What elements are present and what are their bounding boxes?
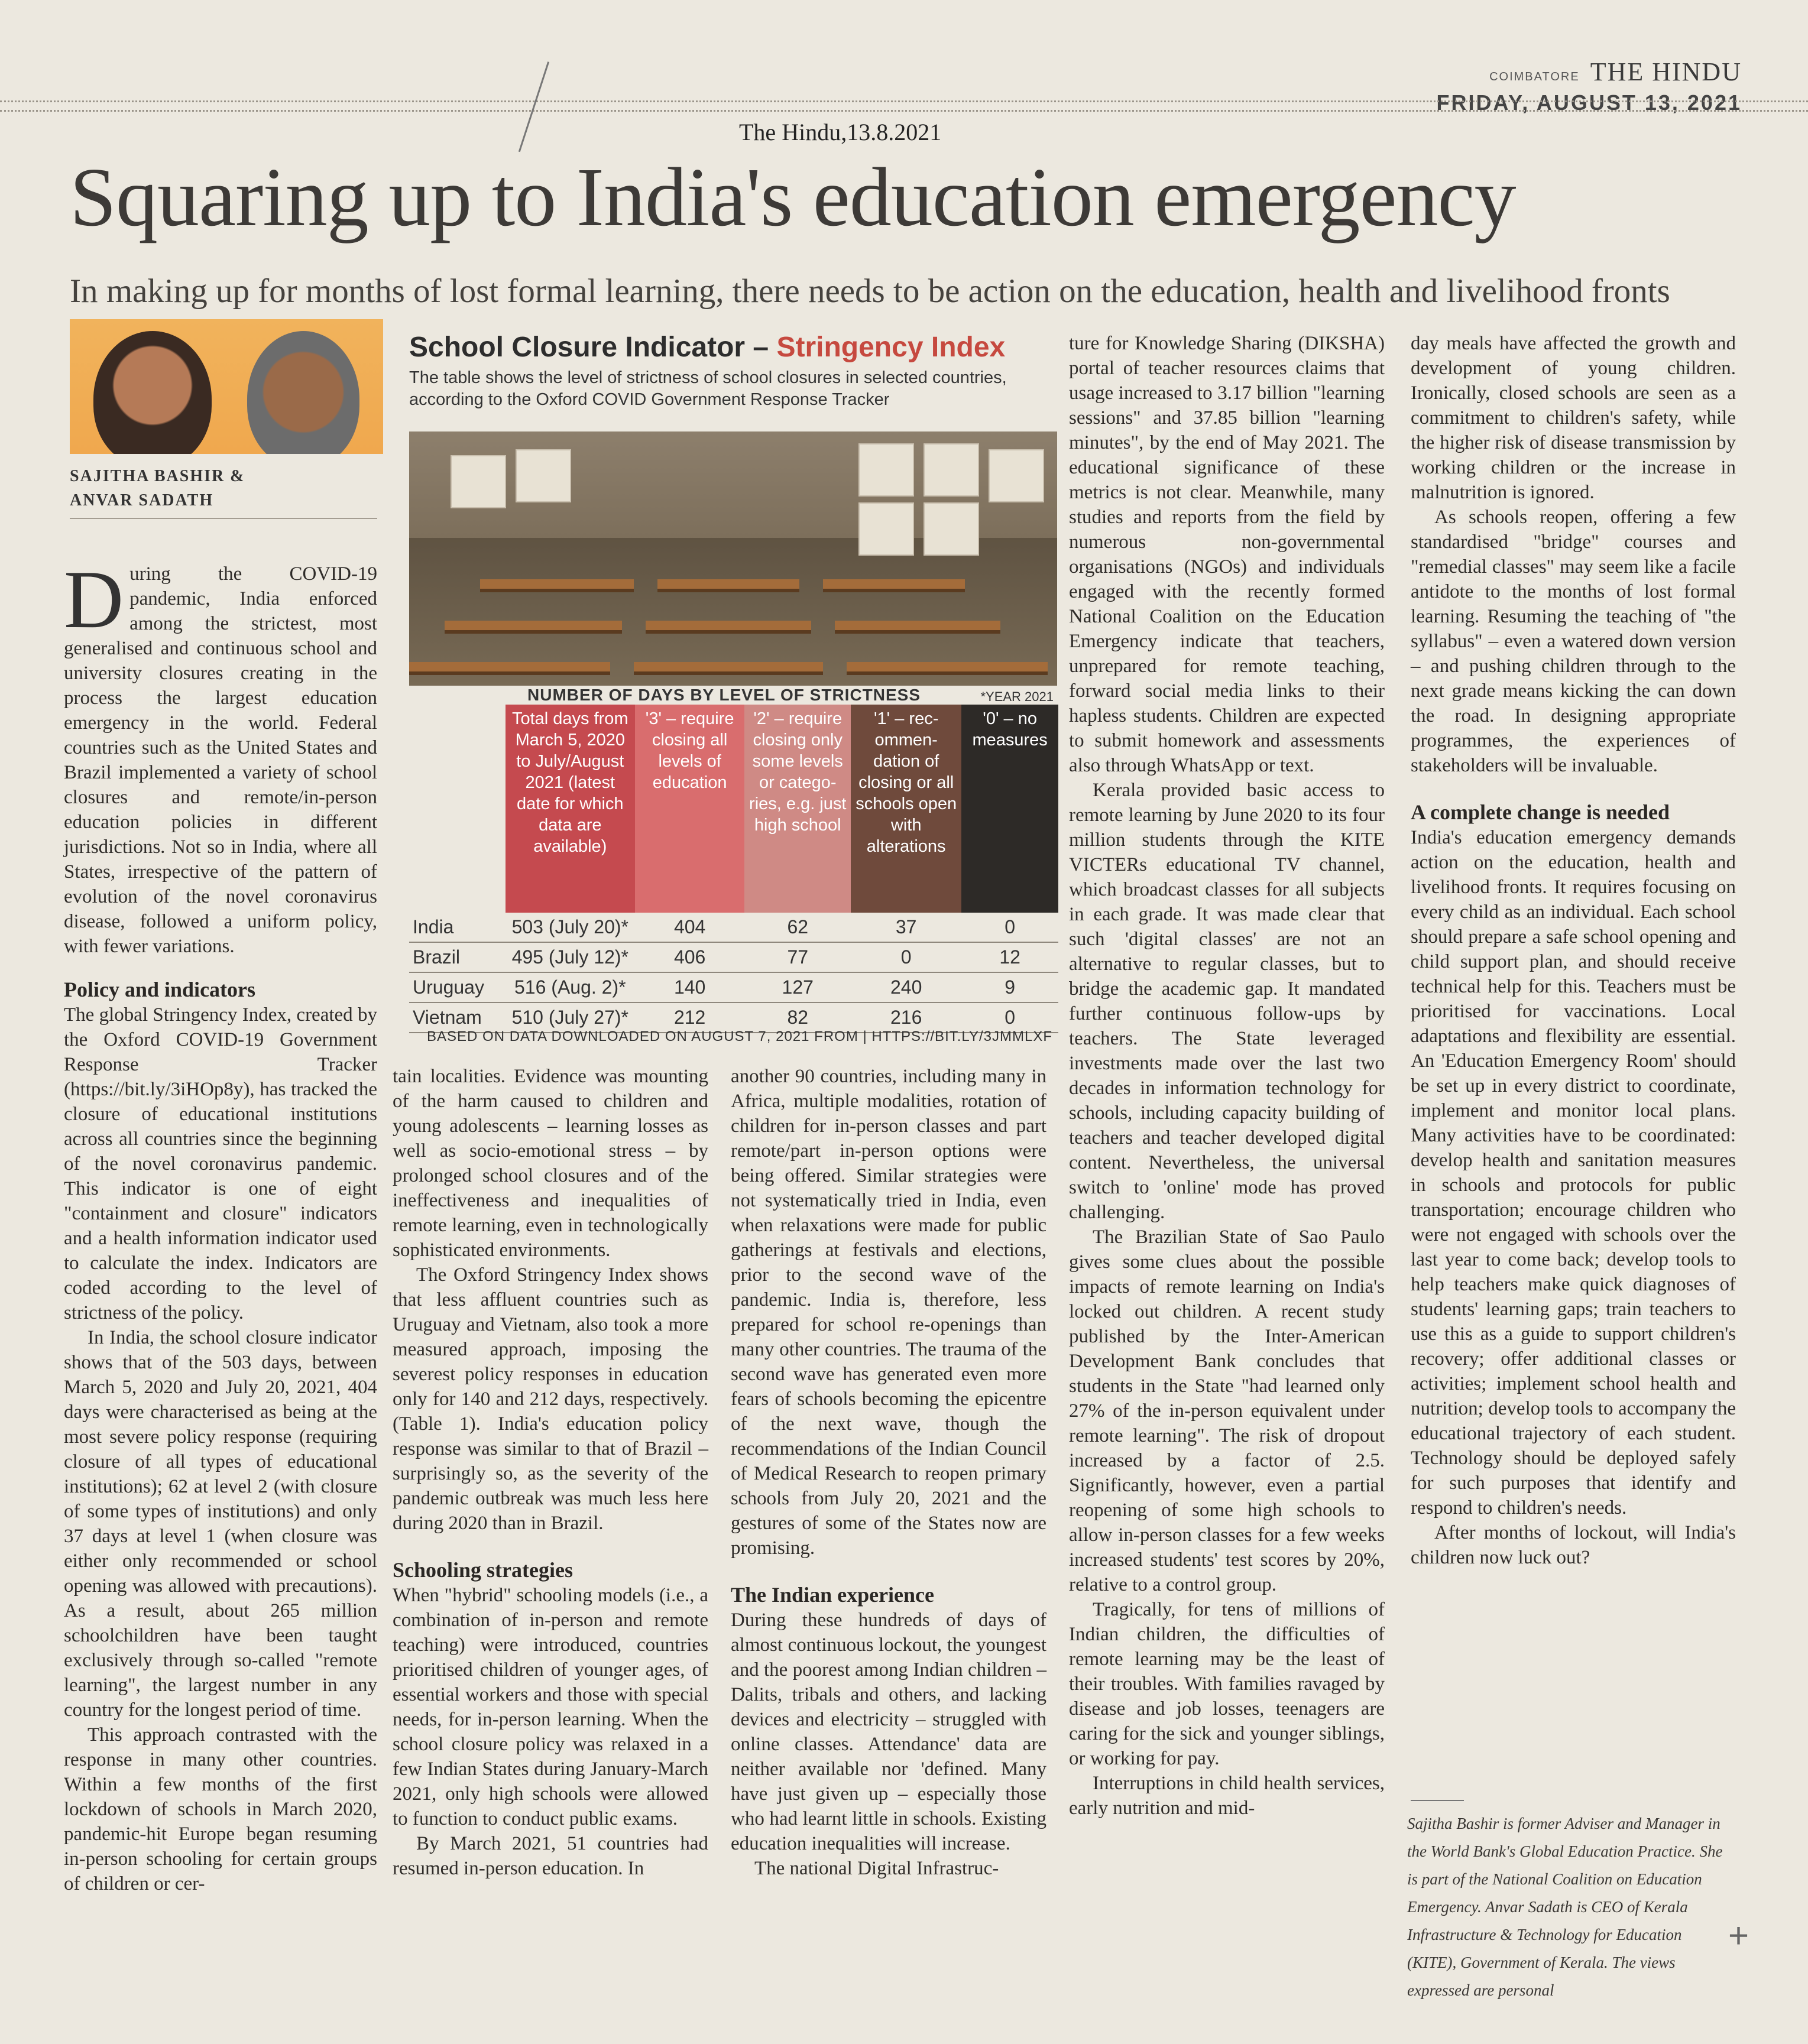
top-divider-2	[0, 110, 1808, 112]
stringency-infobox	[409, 331, 1058, 411]
paragraph-text: uring the COVID-19 pandemic, India enforced among the strictest, most generalised and continuous school and university closures creating in the process the largest education emergency in the world. Federal countries such as the United States and Brazil implemented a variety of school closures and remote/in-person education policies in different jurisdictions. Not so in India, where all States, irrespective of the pattern of evolution of the novel coronavirus disease, followed a uniform policy, with fewer variations.	[64, 563, 377, 957]
table-header-country	[409, 705, 506, 913]
paragraph: another 90 countries, including many in Africa, multiple modalities, rotation of children for in-person classes and part remote/part in-person options were being offered. Similar strategies were not systematically tried in India, even when relaxations were made for public gatherings at festivals and elections, prior to the second wave of the pandemic. India is, therefore, less prepared for school re-openings than many other countries. The trauma of the second wave has generated even more fears of schools becoming the epicentre of the next wave, though the recommendations of the Indian Council of Medical Research to reopen primary schools from July 20, 2021 and the gestures of some of the States now are promising.	[731, 1066, 1046, 1559]
table-cell-country: Uruguay	[409, 972, 506, 1002]
paragraph: Kerala provided basic access to remote learning by June 2020 to its four million students through the KITE VICTERs educational TV channel, which broadcast classes for all subjects in each grade. It was made clear that such 'digital classes' are not an alternative to regular classes, but to bridge the academic gap. It mandated further continuous follow-ups by teachers. The State leveraged investments made over the last two decades in information technology for schools, including capacity building of teachers and teacher developed digital content. Nevertheless, the universal switch to 'online' mode has proved challenging.	[1069, 780, 1385, 1223]
table-cell-level-1: 240	[851, 972, 961, 1002]
table-cell-total: 503 (July 20)*	[506, 913, 635, 942]
paragraph	[64, 554, 377, 959]
table-header-bar	[409, 686, 1058, 705]
table-cell-total: 495 (July 12)*	[506, 942, 635, 972]
table-header-row	[409, 705, 1058, 913]
byline-line-1: SAJITHA BASHIR &	[70, 467, 245, 485]
section-heading-complete-change: A complete change is needed	[1411, 800, 1670, 824]
table-header-level-3: '3' – require closing all levels of education	[635, 705, 745, 913]
desk	[480, 579, 634, 592]
paragraph: The Brazilian State of Sao Paulo gives some clues about the possible impacts of remote learning on India's locked out children. A recent study published by the Inter-American Development Bank concludes that students in the State "had learned only 27% of the in-person equivalent under remote learning". The risk of dropout increased by a factor of 2.5. Significantly, however, even a partial reopening of some high schools to allow in-person classes for a few weeks increased students' test scores by 20%, relative to a control group.	[1069, 1227, 1385, 1595]
desk	[847, 662, 1048, 675]
table-cell-level-0: 0	[961, 1002, 1058, 1033]
plus-mark: +	[1728, 1916, 1749, 1955]
wall-chart	[989, 449, 1044, 502]
table-cell-level-0: 12	[961, 942, 1058, 972]
desk	[835, 621, 1000, 634]
desk	[445, 621, 622, 634]
table-row	[409, 913, 1058, 942]
paragraph: The Oxford Stringency Index shows that less affluent countries such as Uruguay and Vietnam, also took a more measured approach, imposing the severest policy responses in education only for 140 and 212 days, respectively. (Table 1). India's education policy response was similar to that of Brazil – surprisingly so, as the severity of the pandemic outbreak was much less here during 2020 than in Brazil.	[393, 1264, 708, 1534]
masthead	[1436, 57, 1742, 115]
infobox-description: The table shows the level of strictness of school closures in selected countries, according to the Oxford COVID Government Response Tracker	[409, 368, 1007, 409]
drop-cap: D	[64, 554, 124, 645]
paragraph: ture for Knowledge Sharing (DIKSHA) portal of teacher resources claims that usage increased to 3.17 billion "learning sessions" and 37.85 billion "learning minutes", by the end of May 2021. The educational significance of these metrics is not clear. Meanwhile, many studies and reports from the field by numerous non-governmental organisations (NGOs) and individuals engaged with the recently formed National Coalition on the Education Emergency indicate that teachers, unprepared for remote teaching, forward social media links to their hapless students. Children are expected to submit homework and assessments also through WhatsApp or text.	[1069, 333, 1385, 776]
table-row	[409, 972, 1058, 1002]
table-cell-level-2: 77	[744, 942, 851, 972]
author-credit: Sajitha Bashir is former Adviser and Manager in the World Bank's Global Education Practice. She is part of the National Coalition on Education Emergency. Anvar Sadath is CEO of Kerala Infrastructure & Technology for Education (KITE), Government of Kerala. The views expressed are personal	[1407, 1815, 1723, 1999]
paragraph: When "hybrid" schooling models (i.e., a combination of in-person and remote teaching) were introduced, countries prioritised children of younger ages, of essential workers and those with special needs, for in-person learning. When the school closure policy was relaxed in a few Indian States during January-March 2021, only high schools were allowed to function to conduct public exams.	[393, 1585, 708, 1829]
desk	[409, 662, 610, 675]
paragraph: After months of lockout, will India's children now luck out?	[1411, 1522, 1736, 1568]
table-cell-level-3: 212	[635, 1002, 745, 1033]
credit-rule	[1411, 1800, 1464, 1801]
table-cell-level-3: 140	[635, 972, 745, 1002]
paragraph: During these hundreds of days of almost continuous lockout, the youngest and the poorest among Indian children – Dalits, tribals and others, and lacking devices and electricity – struggled with online classes. Attendance' data are neither available nor 'defined. Many have just given up – especially those who had learnt little in schools. Existing education inequalities will increase.	[731, 1610, 1046, 1854]
table-cell-level-1: 216	[851, 1002, 961, 1033]
infobox-title-main: School Closure Indicator –	[409, 332, 777, 363]
headline: Squaring up to India's education emergency	[70, 150, 1516, 244]
paragraph: Interruptions in child health services, early nutrition and mid-	[1069, 1773, 1385, 1819]
paragraph: The national Digital Infrastruc-	[754, 1858, 999, 1879]
paragraph: day meals have affected the growth and development of young children. Ironically, closed schools are seen as a commitment to children's safety, while the higher risk of disease transmission by working children or the increase in malnutrition is ignored.	[1411, 333, 1736, 503]
author-photo	[70, 319, 383, 454]
stringency-table	[409, 705, 1058, 1033]
article-column-2	[393, 1064, 708, 1881]
author-portrait-1	[93, 331, 212, 454]
table-header-level-2: '2' – require closing only some levels or catego-ries, e.g. just high school	[744, 705, 851, 913]
paragraph: The global Stringency Index, created by the Oxford COVID-19 Government Response Tracker (https://bit.ly/3iHOp8y), has tracked the closure of educational institutions across all countries since the beginning of the novel coronavirus pandemic. This indicator is one of eight "containment and closure" indicators and a health information indicator used to calculate the index. Indicators are coded according to the level of strictness of the policy.	[64, 1004, 377, 1323]
table-cell-level-0: 9	[961, 972, 1058, 1002]
table-cell-country: India	[409, 913, 506, 942]
table-cell-total: 510 (July 27)*	[506, 1002, 635, 1033]
table-cell-country: Brazil	[409, 942, 506, 972]
table-cell-country: Vietnam	[409, 1002, 506, 1033]
paragraph: In India, the school closure indicator shows that of the 503 days, between March 5, 2020 and July 20, 2021, 404 days were characterised as being at the most severe policy response (requiring closure of all types of educational institutions); 62 at level 2 (with closure of some types of institutions) and only 37 days at level 1 (when closure was either only recommended or school opening was allowed with precautions). As a result, about 265 million schoolchildren have been taught exclusively through so-called "remote learning", the largest number in any country for the longest period of time.	[64, 1327, 377, 1721]
table-cell-level-2: 82	[744, 1002, 851, 1033]
wall-chart	[858, 502, 914, 556]
top-divider	[0, 100, 1808, 102]
table-cell-level-1: 0	[851, 942, 961, 972]
paragraph: tain localities. Evidence was mounting of the harm caused to children and young adolescents – learning losses as well as socio-emotional stress – by prolonged school closures and of the ineffectiveness and inequalities of remote learning, even in technologically sophisticated environments.	[393, 1066, 708, 1261]
paragraph: This approach contrasted with the response in many other countries. Within a few months of the first lockdown of schools in March 2020, pandemic-hit Europe began resuming in-person schooling for certain groups of children or cer-	[64, 1724, 377, 1894]
article-column-4	[1069, 331, 1385, 1821]
paragraph: As schools reopen, offering a few standardised "bridge" courses and "remedial classes" may seem like a facile antidote to the months of lost formal learning. Resuming the teaching of "the syllabus" – even a watered down version – and pushing children through to the next grade means kicking the can down the road. In designing appropriate programmes, the experiences of stakeholders will be invaluable.	[1411, 507, 1736, 776]
wall-chart	[516, 449, 571, 502]
table-cell-level-1: 37	[851, 913, 961, 942]
table-source-note: BASED ON DATA DOWNLOADED ON AUGUST 7, 2021 FROM | HTTPS://BIT.LY/3JMMLXF	[427, 1029, 1052, 1044]
desk	[823, 579, 965, 592]
publication-date: FRIDAY, AUGUST 13, 2021	[1436, 90, 1742, 115]
table-header-total: Total days from March 5, 2020 to July/August 2021 (latest date for which data are available)	[506, 705, 635, 913]
table-caption: NUMBER OF DAYS BY LEVEL OF STRICTNESS	[527, 686, 921, 704]
paragraph: India's education emergency demands action on the education, health and livelihood fronts. It requires focusing on every child as an individual. Each school should prepare a safe school opening and child support plan, and should receive technical help for this. Teachers must be prioritised for vaccinations. Local adaptations and flexibility are essential. An 'Education Emergency Room' should be set up in every district to coordinate, implement and monitor local plans. Many activities have to be coordinated: develop health and sanitation measures in schools and protocols for public transportation; encourage children who were not engaged with schools over the last year to come back; develop tools to help teachers make quick diagnoses of students' learning gaps; train teachers to use this as a guide to support children's recovery; offer additional classes or activities; implement school health and nutrition; develop tools to accompany the educational trajectory of each student. Technology should be deployed safely for such purposes that identify and respond to children's needs.	[1411, 827, 1736, 1519]
subheadline: In making up for months of lost formal learning, there needs to be action on the education, health and livelihood fronts	[70, 272, 1670, 310]
byline-line-2: ANVAR SADATH	[70, 491, 214, 510]
article-column-1	[64, 554, 377, 1896]
article-column-3	[731, 1064, 1046, 1881]
newspaper-name: THE HINDU	[1590, 57, 1742, 86]
paragraph: By March 2021, 51 countries had resumed in-person education. In	[393, 1833, 708, 1879]
edition-city: COIMBATORE	[1489, 70, 1580, 83]
table-cell-level-0: 0	[961, 913, 1058, 942]
author-portrait-2	[247, 331, 359, 454]
table-row	[409, 942, 1058, 972]
table-header-level-0: '0' – no measures	[961, 705, 1058, 913]
article-column-5	[1411, 331, 1736, 1570]
section-heading-policy: Policy and indicators	[64, 978, 256, 1001]
table-cell-total: 516 (Aug. 2)*	[506, 972, 635, 1002]
classroom-photo	[409, 431, 1057, 686]
table-cell-level-2: 127	[744, 972, 851, 1002]
clipping-stamp: The Hindu,13.8.2021	[739, 119, 942, 145]
wall-chart	[924, 502, 979, 556]
wall-chart	[451, 455, 506, 508]
pencil-mark	[519, 61, 583, 163]
wall-chart	[924, 443, 979, 497]
desk	[634, 662, 823, 675]
byline	[70, 465, 383, 512]
byline-rule	[70, 518, 377, 519]
infobox-title-accent: Stringency Index	[776, 332, 1006, 363]
desk	[657, 579, 799, 592]
wall-chart	[858, 443, 914, 497]
infobox-title	[409, 331, 1058, 364]
paragraph: Tragically, for tens of millions of Indian children, the difficulties of remote learning may be the least of their troubles. With families ravaged by disease and job losses, teenagers are caring for the sick and younger siblings, or working for pay.	[1069, 1599, 1385, 1769]
table-year-note: *YEAR 2021	[980, 689, 1054, 704]
desk	[646, 621, 811, 634]
section-heading-schooling: Schooling strategies	[393, 1558, 573, 1582]
table-header-level-1: '1' – rec-ommen-dation of closing or all schools open with alterations	[851, 705, 961, 913]
table-cell-level-2: 62	[744, 913, 851, 942]
table-cell-level-3: 404	[635, 913, 745, 942]
section-heading-indian-experience: The Indian experience	[731, 1583, 935, 1607]
table-cell-level-3: 406	[635, 942, 745, 972]
